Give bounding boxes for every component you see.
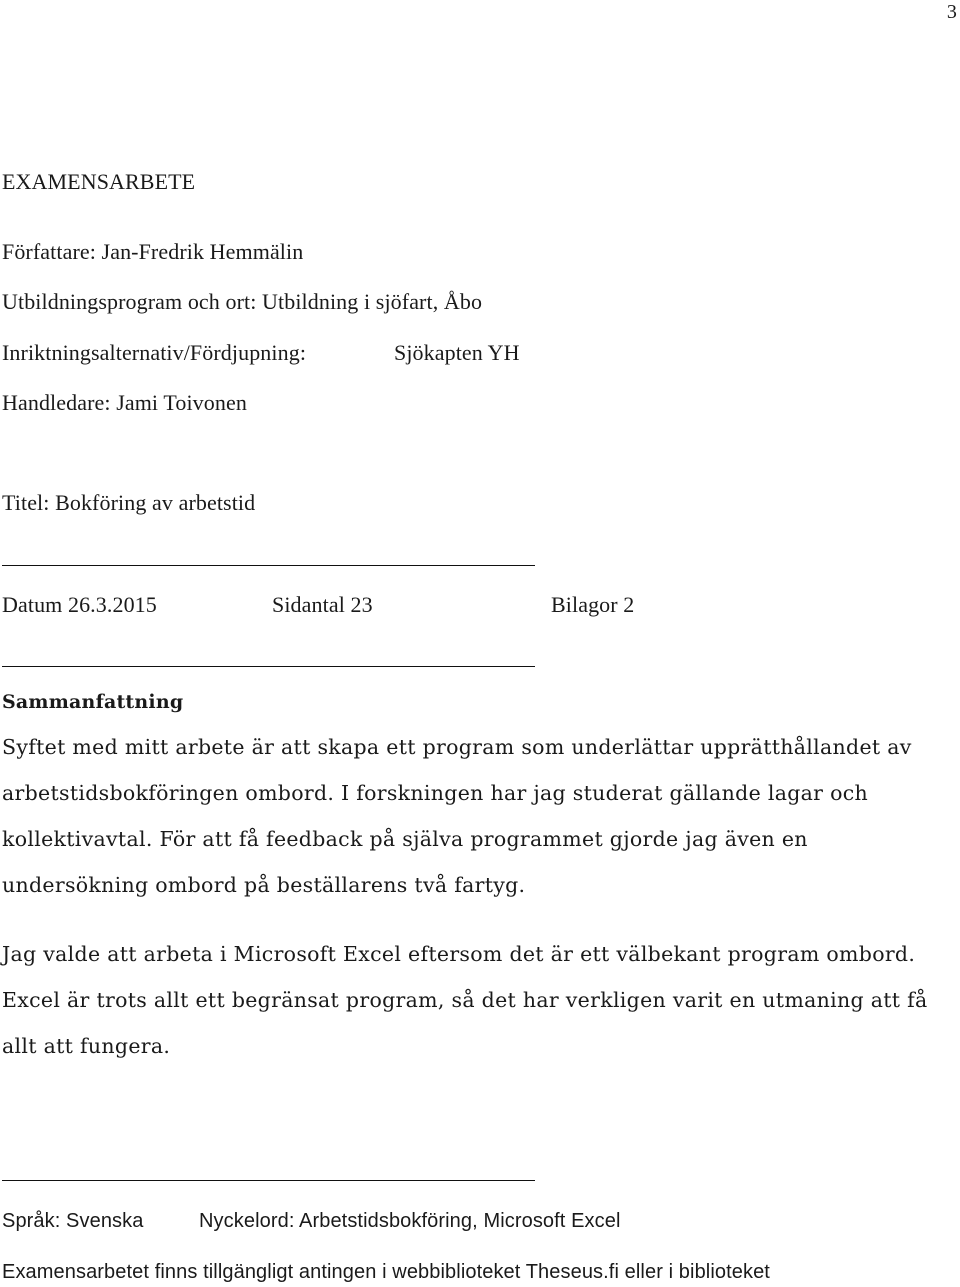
divider-line [2, 1180, 535, 1181]
doc-type-label: EXAMENSARBETE [2, 169, 196, 194]
summary-paragraph [2, 724, 954, 908]
paragraph-line: allt att fungera. [2, 1034, 171, 1058]
thesis-title: Titel: Bokföring av arbetstid [2, 490, 256, 515]
author-line: Författare: Jan-Fredrik Hemmälin [2, 239, 304, 264]
specialization-label: Inriktningsalternativ/Fördjupning: [2, 340, 307, 365]
keywords-field: Nyckelord: Arbetstidsbokföring, Microsoft Excel [199, 1210, 621, 1232]
attachments-field: Bilagor 2 [551, 592, 635, 617]
paragraph-line: Excel är trots allt ett begränsat program, så det har verkligen varit en utmaning att få [2, 988, 928, 1012]
paragraph-line: arbetstidsbokföringen ombord. I forskningen har jag studerat gällande lagar och [2, 781, 869, 805]
divider-line [2, 666, 535, 667]
paragraph-line: kollektivavtal. För att få feedback på själva programmet gjorde jag även en [2, 827, 808, 851]
availability-note: Examensarbetet finns tillgängligt antingen i webbiblioteket Theseus.fi eller i biblioteket [2, 1261, 770, 1283]
divider-line [2, 565, 535, 566]
summary-heading: Sammanfattning [2, 691, 184, 713]
supervisor-line: Handledare: Jami Toivonen [2, 390, 247, 415]
paragraph-line: undersökning ombord på beställarens två fartyg. [2, 873, 526, 897]
language-field: Språk: Svenska [2, 1210, 144, 1232]
date-field: Datum 26.3.2015 [2, 592, 157, 617]
page-number: 3 [946, 1, 957, 23]
summary-paragraph [2, 931, 954, 1069]
specialization-value: Sjökapten YH [394, 340, 520, 365]
program-line: Utbildningsprogram och ort: Utbildning i sjöfart, Åbo [2, 289, 483, 314]
paragraph-line: Syftet med mitt arbete är att skapa ett program som underlättar upprätthållandet av [2, 735, 912, 759]
paragraph-line: Jag valde att arbeta i Microsoft Excel eftersom det är ett välbekant program ombord. [2, 942, 916, 966]
page-count-field: Sidantal 23 [272, 592, 373, 617]
